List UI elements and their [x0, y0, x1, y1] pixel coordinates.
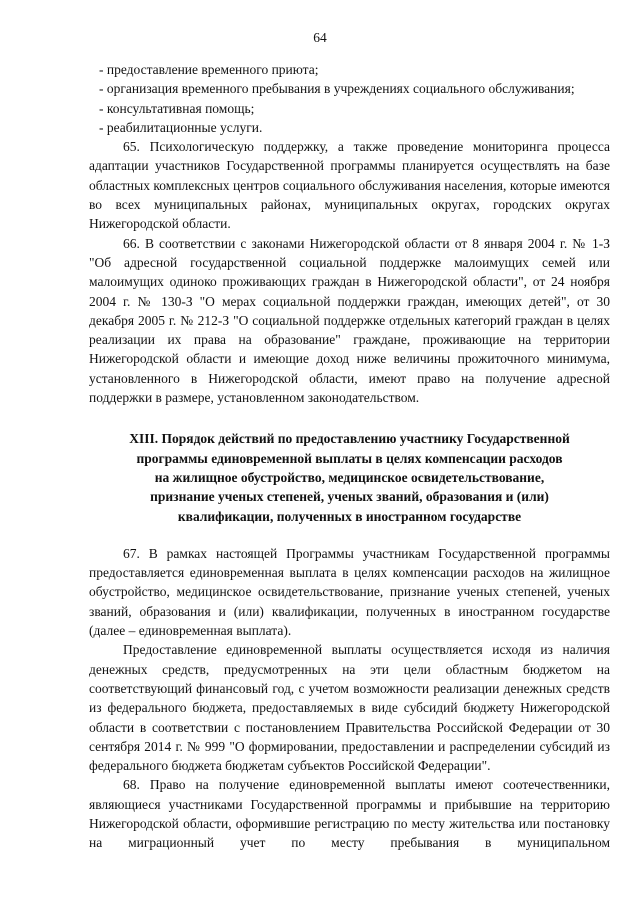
section-heading — [89, 429, 610, 525]
section-heading-line: квалификации, полученных в иностранном государстве — [177, 508, 522, 524]
list-item: - организация временного пребывания в учреждениях социального обслуживания; — [99, 81, 575, 97]
section-heading-line: на жилищное обустройство, медицинское освидетельствование, — [154, 469, 545, 485]
paragraph-66: 66. В соответствии с законами Нижегородской области от 8 января 2004 г. № 1-З "Об адресной государственной социальной поддержке малоимущих семей или малоимущих одиноко проживающих граждан в Нижегородской области", от 24 ноября 2004 г. № 130-З "О мерах социальной поддержки граждан, имеющих детей", от 30 декабря 2005 г. № 212-З "О социальной поддержке отдельных категорий граждан в целях реализации их права на образование" граждане, проживающие на территории Нижегородской области и имеющие доход ниже величины прожиточного минимума, установленного в Нижегородской области, имеют право на получение адресной поддержки в размере, установленном законодательством. — [89, 235, 610, 406]
section-heading-line: признание ученых степеней, ученых званий, образования и (или) — [150, 489, 549, 505]
document-body — [89, 60, 610, 853]
list-item: - предоставление временного приюта; — [99, 62, 319, 77]
paragraph-65: 65. Психологическую поддержку, а также проведение мониторинга процесса адаптации участников Государственной программы планируется осуществлять на базе областных комплексных центров социального обслуживания населения, которые имеются во всех муниципальных районах, муниципальных округах, городских округах Нижегородской области. — [89, 139, 610, 232]
paragraph-67: 67. В рамках настоящей Программы участникам Государственной программы предоставляется единовременная выплата в целях компенсации расходов на жилищное обустройство, медицинское освидетельствование, признание ученых степеней, ученых званий, образования и (или) квалификации, полученных в иностранном государстве (далее – единовременная выплата). — [89, 545, 610, 639]
page-number: 64 — [313, 30, 327, 45]
paragraph-68: 68. Право на получение единовременной выплаты имеют соотечественники, являющиеся участниками Государственной программы и прибывшие на территорию Нижегородской области, оформившие регистрацию по месту жительства или постановку на миграционный учет по месту пребывания в муниципальном — [89, 777, 610, 851]
paragraph-funding: Предоставление единовременной выплаты осуществляется исходя из наличия денежных средств, предусмотренных на эти цели областным бюджетом на соответствующий финансовый год, с учетом возможности реализации денежных средств из федерального бюджета, предоставляемых в виде субсидий бюджету Нижегородской области в соответствии с постановлением Правительства Российской Федерации от 30 сентября 2014 г. № 999 "О формировании, предоставлении и распределении субсидий из федерального бюджета бюджетам субъектов Российской Федерации". — [89, 642, 610, 774]
section-heading-line: программы единовременной выплаты в целях компенсации расходов — [136, 450, 563, 466]
list-item: - консультативная помощь; — [99, 100, 255, 116]
section-heading-line: XIII. Порядок действий по предоставлению участнику Государственной — [129, 431, 570, 447]
list-item: - реабилитационные услуги. — [99, 119, 263, 135]
